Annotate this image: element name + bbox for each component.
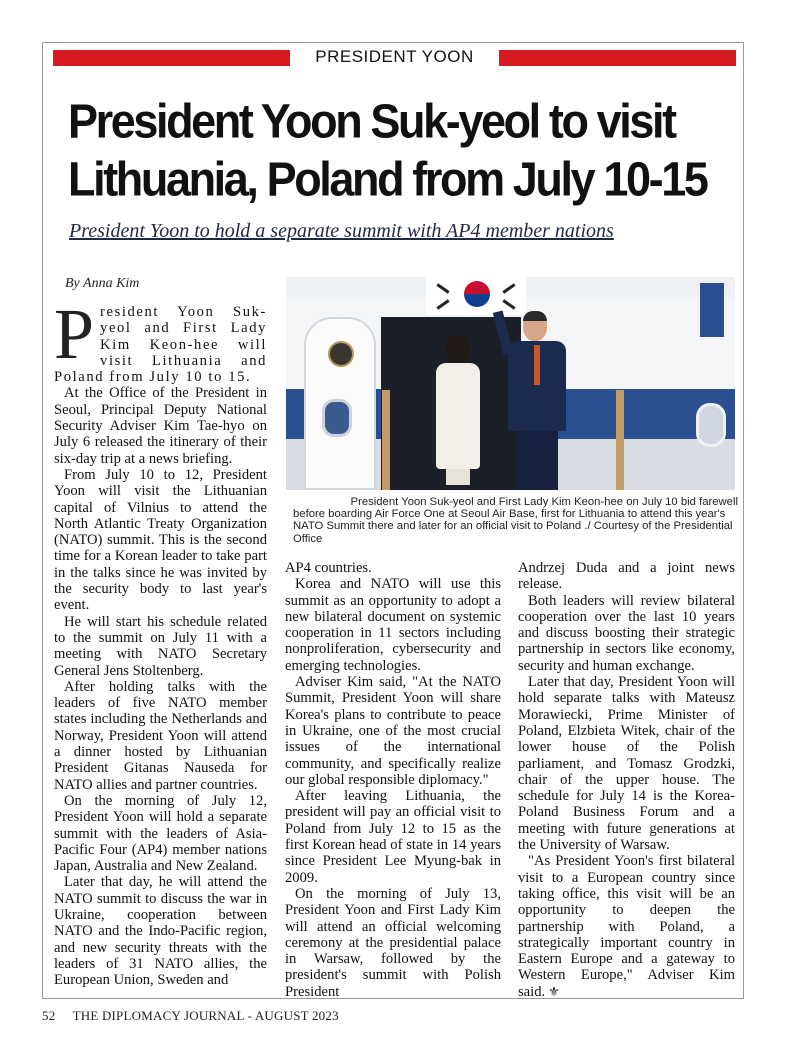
door-window: [322, 399, 352, 437]
paragraph: President Yoon Suk-yeol and First Lady Kim Keon-hee will visit Lithuania and Poland from July 10 to 15.: [54, 294, 267, 386]
byline: By Anna Kim: [65, 276, 140, 291]
article-column-2: [285, 560, 501, 1000]
first-lady-figure: [432, 335, 488, 485]
headline-line-2: Lithuania, Poland from July 10-15: [68, 151, 707, 207]
aircraft-logo-mark: [700, 283, 724, 337]
paragraph: Both leaders will review bilateral cooperation over the last 10 years and discuss boosting their strategic partnership in sectors like economy, security and human exchange.: [518, 592, 735, 674]
paragraph: Later that day, he will attend the NATO summit to discuss the war in Ukraine, cooperation between NATO and the Indo-Pacific region, and new security threats with the leaders of 31 NATO allies, the European Union, Sweden and: [54, 874, 267, 989]
presidential-seal-icon: [328, 341, 354, 367]
section-bar-left: [53, 50, 290, 66]
paragraph: After holding talks with the leaders of five NATO member states including the Netherlands and Norway, President Yoon will attend a dinner hosted by Lithuanian President Gitanas Nauseda for NATO allies and partner countries.: [54, 678, 267, 793]
section-bar-right: [499, 50, 736, 66]
caption-line-1: President Yoon Suk-yeol and First Lady Kim Keon-hee on July 10 bid farewell: [350, 496, 738, 508]
paragraph: After leaving Lithuania, the president will pay an official visit to Poland from July 12 to 15 as the first Korean head of state in 14 years since President Lee Myung-bak in 2009.: [285, 788, 501, 886]
headline-line-1: President Yoon Suk-yeol to visit: [68, 93, 675, 149]
photo-caption: [293, 496, 738, 545]
article-column-1: [54, 294, 267, 989]
paragraph: At the Office of the President in Seoul, Principal Deputy National Security Adviser Kim Tae-hyo on July 6 released the itinerary of their six-day trip at a news briefing.: [54, 385, 267, 467]
paragraph: "As President Yoon's first bilateral visit to a European country since taking office, this visit will be an opportunity to deepen the partnership with Poland, a strategically important country in Eastern Europe and a gateway to Western Europe," Adviser Kim said. ⚜: [518, 853, 735, 1000]
aircraft-window: [696, 403, 726, 447]
article-photo: [286, 277, 735, 490]
end-mark-icon: ⚜: [548, 983, 560, 999]
paragraph: He will start his schedule related to the summit on July 11 with a meeting with NATO Secretary General Jens Stoltenberg.: [54, 613, 267, 679]
publication-name: THE DIPLOMACY JOURNAL - AUGUST 2023: [72, 1008, 339, 1023]
paragraph: Adviser Kim said, "At the NATO Summit, President Yoon will share Korea's plans to contribute to peace in Ukraine, one of the most crucial issues of the international community, and specifically realize our global responsible diplomacy.": [285, 674, 501, 788]
section-label: PRESIDENT YOON: [315, 47, 474, 66]
headline: [68, 92, 738, 209]
drop-cap: P: [54, 294, 95, 374]
paragraph: Korea and NATO will use this summit as an opportunity to adopt a new bilateral document on systemic cooperation in 11 sectors including nonproliferation, cybersecurity and emerging technologies.: [285, 576, 501, 674]
president-figure: [498, 311, 576, 490]
korean-flag-icon: [426, 277, 526, 315]
page-number: 52: [42, 1008, 56, 1023]
stair-rail: [616, 390, 624, 490]
paragraph: On the morning of July 13, President Yoon and First Lady Kim will attend an official welcoming ceremony at the presidential palace in Warsaw, followed by the president's summit with Polish President: [285, 885, 501, 1000]
article-column-3: [518, 560, 735, 1000]
section-header: [53, 47, 736, 66]
subheadline: President Yoon to hold a separate summit with AP4 member nations: [69, 220, 614, 242]
paragraph: On the morning of July 12, President Yoon will hold a separate summit with the leaders of Asia-Pacific Four (AP4) member nations Japan, Australia and New Zealand.: [54, 792, 267, 875]
caption-rest: before boarding Air Force One at Seoul Air Base, first for Lithuania to attend this year's NATO Summit there and later for an official visit to Poland ./ Courtesy of the Presidential Office: [293, 508, 733, 545]
page-footer: [42, 1008, 339, 1024]
paragraph: Later that day, President Yoon will hold separate talks with Mateusz Morawiecki, Prime Minister of Poland, Elzbieta Witek, chair of the lower house of the Polish parliament, and Tomasz Grodzki, chair of the upper house. The schedule for July 14 is the Korea-Poland Business Forum and a meeting with future generations at the University of Warsaw.: [518, 674, 735, 854]
paragraph: AP4 countries.: [285, 560, 372, 576]
paragraph: Andrzej Duda and a joint news release.: [518, 560, 735, 593]
stair-rail: [382, 390, 390, 490]
aircraft-door: [304, 317, 376, 490]
paragraph: From July 10 to 12, President Yoon will visit the Lithuanian capital of Vilnius to attend the North Atlantic Treaty Organization (NATO) summit. This is the second time for a Korean leader to take part in the talks since he was invited by the security body to last year's event.: [54, 466, 267, 614]
